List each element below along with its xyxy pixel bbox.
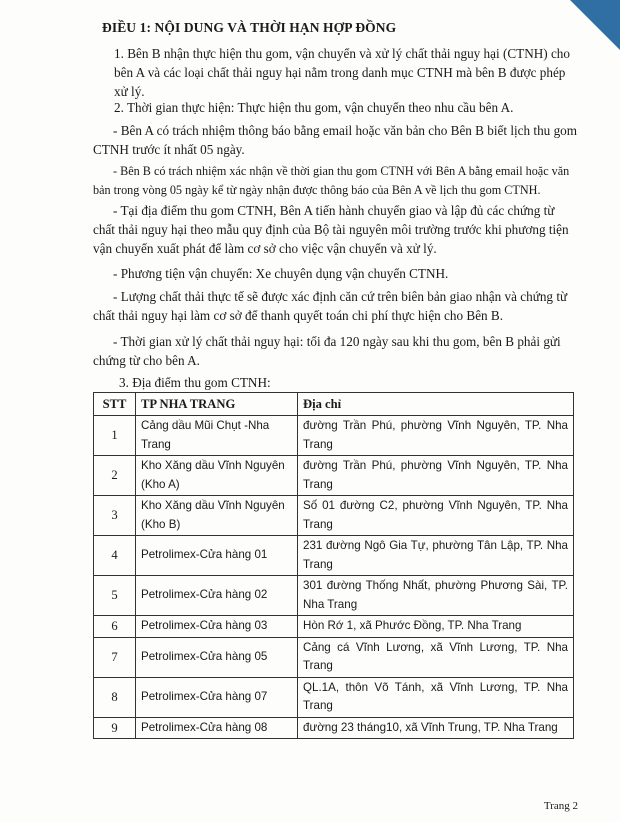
row-stt: 7 xyxy=(94,637,136,677)
row-address: QL.1A, thôn Võ Tánh, xã Vĩnh Lương, TP. Nha Trang xyxy=(298,677,574,717)
collection-points-table xyxy=(93,392,574,739)
paragraph-4: - Bên B có trách nhiệm xác nhận về thời gian thu gom CTNH với Bên A bằng email hoặc văn bản trong vòng 05 ngày kể từ ngày nhận được thông báo của Bên A về lịch thu gom CTNH. xyxy=(93,164,570,197)
row-address: 301 đường Thống Nhất, phường Phương Sài, TP. Nha Trang xyxy=(298,576,574,616)
paragraph-8: - Thời gian xử lý chất thải nguy hại: tối đa 120 ngày sau khi thu gom, bên B phải gửi chứng từ cho bên A. xyxy=(93,334,561,368)
page-number: Trang 2 xyxy=(543,800,578,812)
table-row xyxy=(94,536,574,576)
row-address: 231 đường Ngô Gia Tự, phường Tân Lập, TP. Nha Trang xyxy=(298,536,574,576)
header-address: Địa chỉ xyxy=(298,393,574,416)
paragraph-5: - Tại địa điểm thu gom CTNH, Bên A tiến hành chuyển giao và lập đủ các chứng từ chất thải nguy hại theo mẫu quy định của Bộ tài nguyên môi trường trước khi phương tiện vận chuyển xuất phát để làm cơ sở cho việc vận chuyển và xử lý. xyxy=(93,203,569,256)
row-name: Cảng dầu Mũi Chụt -Nha Trang xyxy=(136,416,298,456)
row-stt: 4 xyxy=(94,536,136,576)
table-row xyxy=(94,496,574,536)
header-name: TP NHA TRANG xyxy=(136,393,298,416)
row-stt: 3 xyxy=(94,496,136,536)
row-address: Hòn Rớ 1, xã Phước Đồng, TP. Nha Trang xyxy=(298,616,574,638)
row-name: Petrolimex-Cửa hàng 05 xyxy=(136,637,298,677)
row-address: đường 23 tháng10, xã Vĩnh Trung, TP. Nha Trang xyxy=(298,717,574,739)
table-row xyxy=(94,576,574,616)
paragraph-3: - Bên A có trách nhiệm thông báo bằng email hoặc văn bản cho Bên B biết lịch thu gom CTNH trước ít nhất 05 ngày. xyxy=(93,123,578,157)
row-stt: 5 xyxy=(94,576,136,616)
paragraph-9: 3. Địa điểm thu gom CTNH: xyxy=(119,375,271,390)
row-stt: 8 xyxy=(94,677,136,717)
row-address: đường Trần Phú, phường Vĩnh Nguyên, TP. Nha Trang xyxy=(298,416,574,456)
header-stt: STT xyxy=(94,393,136,416)
paragraph-6: - Phương tiện vận chuyển: Xe chuyên dụng vận chuyển CTNH. xyxy=(113,266,449,281)
table-row xyxy=(94,616,574,638)
row-name: Kho Xăng dầu Vĩnh Nguyên (Kho B) xyxy=(136,496,298,536)
table-row xyxy=(94,637,574,677)
table-row xyxy=(94,677,574,717)
corner-mark xyxy=(570,0,620,50)
row-stt: 9 xyxy=(94,717,136,739)
row-address: đường Trần Phú, phường Vĩnh Nguyên, TP. Nha Trang xyxy=(298,456,574,496)
row-name: Petrolimex-Cửa hàng 02 xyxy=(136,576,298,616)
table-row xyxy=(94,416,574,456)
paragraph-7: - Lượng chất thải thực tế sẽ được xác định căn cứ trên biên bản giao nhận và chứng từ chất thải nguy hại làm cơ sở để thanh quyết toán chi phí thực hiện cho Bên B. xyxy=(93,289,568,323)
row-name: Petrolimex-Cửa hàng 01 xyxy=(136,536,298,576)
table-row xyxy=(94,456,574,496)
row-name: Petrolimex-Cửa hàng 03 xyxy=(136,616,298,638)
row-address: Số 01 đường C2, phường Vĩnh Nguyên, TP. Nha Trang xyxy=(298,496,574,536)
paragraph-2: 2. Thời gian thực hiện: Thực hiện thu gom, vận chuyển theo nhu cầu bên A. xyxy=(114,100,514,115)
row-name: Petrolimex-Cửa hàng 08 xyxy=(136,717,298,739)
table-header-row xyxy=(94,393,574,416)
row-stt: 1 xyxy=(94,416,136,456)
section-heading: ĐIỀU 1: NỘI DUNG VÀ THỜI HẠN HỢP ĐỒNG xyxy=(102,20,397,35)
row-stt: 6 xyxy=(94,616,136,638)
row-name: Petrolimex-Cửa hàng 07 xyxy=(136,677,298,717)
paragraph-1: 1. Bên B nhận thực hiện thu gom, vận chuyển và xử lý chất thải nguy hại (CTNH) cho bên A và các loại chất thải nguy hại nằm trong danh mục CTNH mà bên B được phép xử lý. xyxy=(114,46,570,99)
row-address: Cảng cá Vĩnh Lương, xã Vĩnh Lương, TP. Nha Trang xyxy=(298,637,574,677)
row-name: Kho Xăng dầu Vĩnh Nguyên (Kho A) xyxy=(136,456,298,496)
row-stt: 2 xyxy=(94,456,136,496)
table-row xyxy=(94,717,574,739)
